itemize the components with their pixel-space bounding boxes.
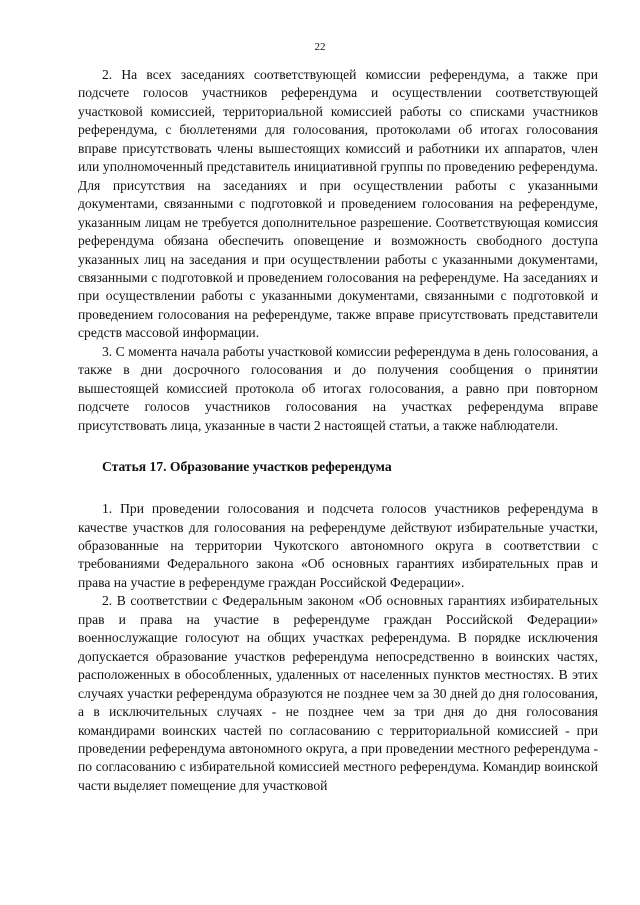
paragraph-article-17-part-2: 2. В соответствии с Федеральным законом «Об основных гарантиях избирательных прав и права на участие в референдуме граждан Российской Федерации» военнослужащие голосуют на общих участках референдума. В порядке исключения допускается образование участков референдума непосредственно в воинских частях, расположенных в обособленных, удаленных от населенных пунктов местностях. В этих случаях участки референдума образуются не позднее чем за 30 дней до дня голосования, а в исключительных случаях - не позднее чем за три дня до дня голосования командирами воинских частей по согласованию с территориальной комиссией - при проведении референдума автономного округа, а при проведении местного референдума - по согласованию с избирательной комиссией местного референдума. Командир воинской части выделяет помещение для участковой [78, 593, 598, 793]
paragraph-article-17-part-1: 1. При проведении голосования и подсчета голосов участников референдума в качестве участков для голосования на референдуме действуют избирательные участки, образованные на территории Чукотского автономного округа в соответствии с требованиями Федерального закона «Об основных гарантиях избирательных прав и права на участие в референдуме граждан Российской Федерации». [78, 501, 598, 590]
document-body [78, 66, 598, 795]
paragraph-part-2: 2. На всех заседаниях соответствующей комиссии референдума, а также при подсчете голосов участников референдума и осуществлении соответствующей участковой комиссией, территориальной комиссией работы со списками участников референдума, с бюллетенями для голосования, протоколами об итогах голосования вправе присутствовать члены вышестоящих комиссий и работники их аппаратов, член или уполномоченный представитель инициативной группы по проведению референдума. Для присутствия на заседаниях и при осуществлении работы с указанными документами, связанными с подготовкой и проведением голосования на референдуме, указанным лицам не требуется дополнительное разрешение. Соответствующая комиссия референдума обязана обеспечить оповещение и возможность свободного доступа указанных лиц на заседания и при осуществлении работы с указанными документами, связанными с подготовкой и проведением голосования на референдуме. На заседаниях и при осуществлении работы с указанными документами, связанными с подготовкой и проведением голосования на референдуме, также вправе присутствовать представители средств массовой информации. [78, 67, 598, 341]
page-number: 22 [314, 41, 326, 53]
article-heading: Статья 17. Образование участков референдума [102, 459, 392, 475]
paragraph-part-3: 3. С момента начала работы участковой комиссии референдума в день голосования, а также в дни досрочного голосования и до получения сообщения о принятии вышестоящей комиссией протокола об итогах голосования, а равно при повторном подсчете голосов участников голосования на участках референдума вправе присутствовать лица, указанные в части 2 настоящей статьи, а также наблюдатели. [78, 343, 598, 433]
